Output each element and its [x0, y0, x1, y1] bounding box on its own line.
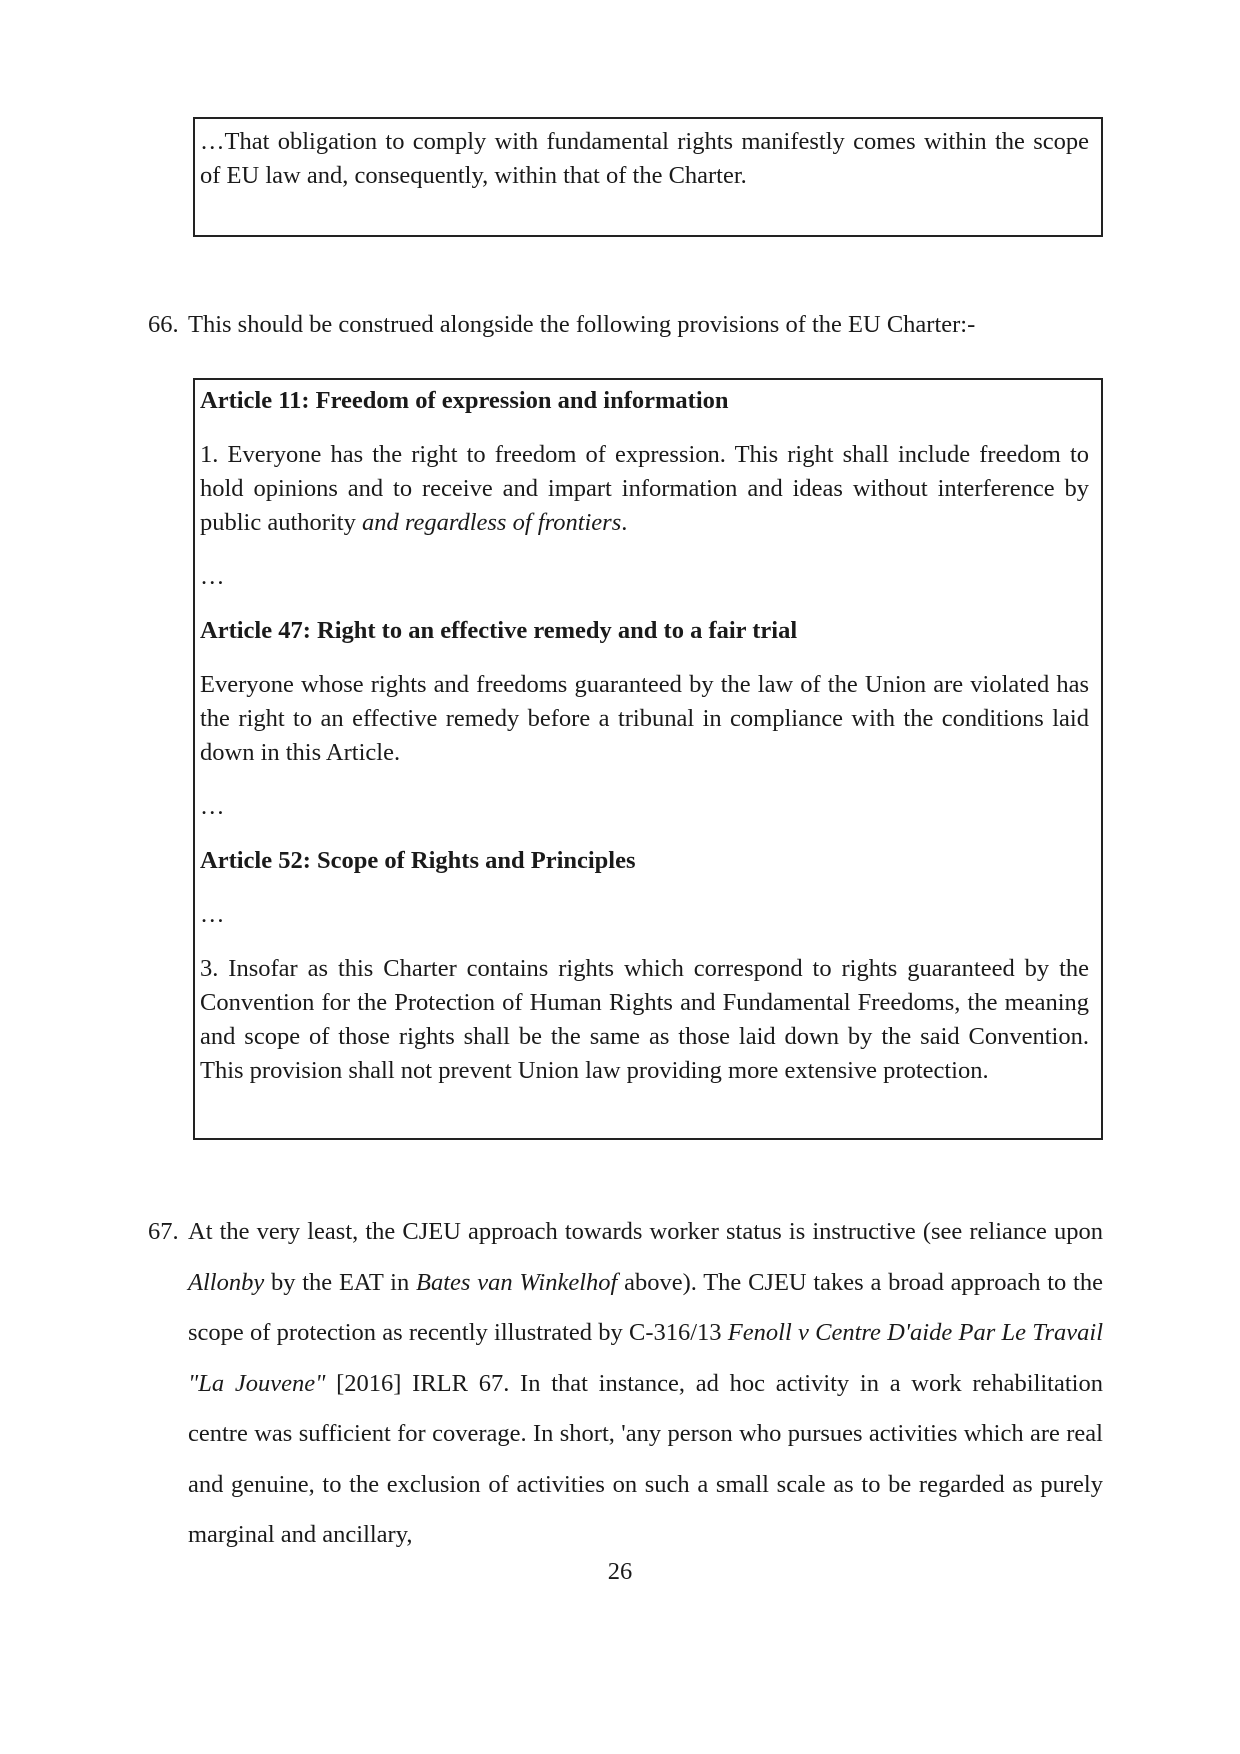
paragraph-number: 67.	[148, 1218, 179, 1245]
quote-text: …That obligation to comply with fundamental rights manifestly comes within the scope of EU law and, consequently, within that of the Charter.	[200, 128, 1089, 189]
article-11-text: 1. Everyone has the right to freedom of expression. This right shall include freedom to hold opinions and to receive and impart information and ideas without interference by public authority and regardless of frontiers.	[200, 441, 1089, 536]
article-11-title: Article 11: Freedom of expression and information	[200, 387, 729, 414]
article-52-text: 3. Insofar as this Charter contains rights which correspond to rights guaranteed by the Convention for the Protection of Human Rights and Fundamental Freedoms, the meaning and scope of those rights shall be the same as those laid down by the said Convention. This provision shall not prevent Union law providing more extensive protection.	[200, 955, 1089, 1084]
quote-box-eu-charter	[193, 378, 1103, 1140]
article-47-text: Everyone whose rights and freedoms guaranteed by the law of the Union are violated has the right to an effective remedy before a tribunal in compliance with the conditions laid down in this Article.	[200, 671, 1089, 766]
paragraph-text: At the very least, the CJEU approach towards worker status is instructive (see reliance upon Allonby by the EAT in Bates van Winkelhof above). The CJEU takes a broad approach to the scope of protection as recently illustrated by C-316/13 Fenoll v Centre D'aide Par Le Travail "La Jouvene" [2016] IRLR 67. In that instance, ad hoc activity in a work rehabilitation centre was sufficient for coverage. In short, 'any person who pursues activities which are real and genuine, to the exclusion of activities on such a small scale as to be regarded as purely marginal and ancillary,	[188, 1218, 1104, 1548]
case-name: Bates van Winkelhof	[416, 1268, 618, 1296]
case-name: Fenoll v Centre D'aide Par Le Travail "La Jouvene"	[188, 1319, 1104, 1397]
ellipsis: …	[200, 901, 225, 928]
paragraph-number: 66.	[148, 311, 179, 338]
quote-box-scope-of-eu-law	[193, 117, 1103, 237]
case-name: Allonby	[188, 1268, 265, 1296]
article-47-title: Article 47: Right to an effective remedy and to a fair trial	[200, 617, 798, 644]
ellipsis: …	[200, 793, 225, 820]
paragraph-text: This should be construed alongside the following provisions of the EU Charter:-	[188, 311, 976, 338]
page-number: 26	[607, 1558, 633, 1585]
ellipsis: …	[200, 563, 225, 590]
article-52-title: Article 52: Scope of Rights and Principles	[200, 847, 636, 874]
